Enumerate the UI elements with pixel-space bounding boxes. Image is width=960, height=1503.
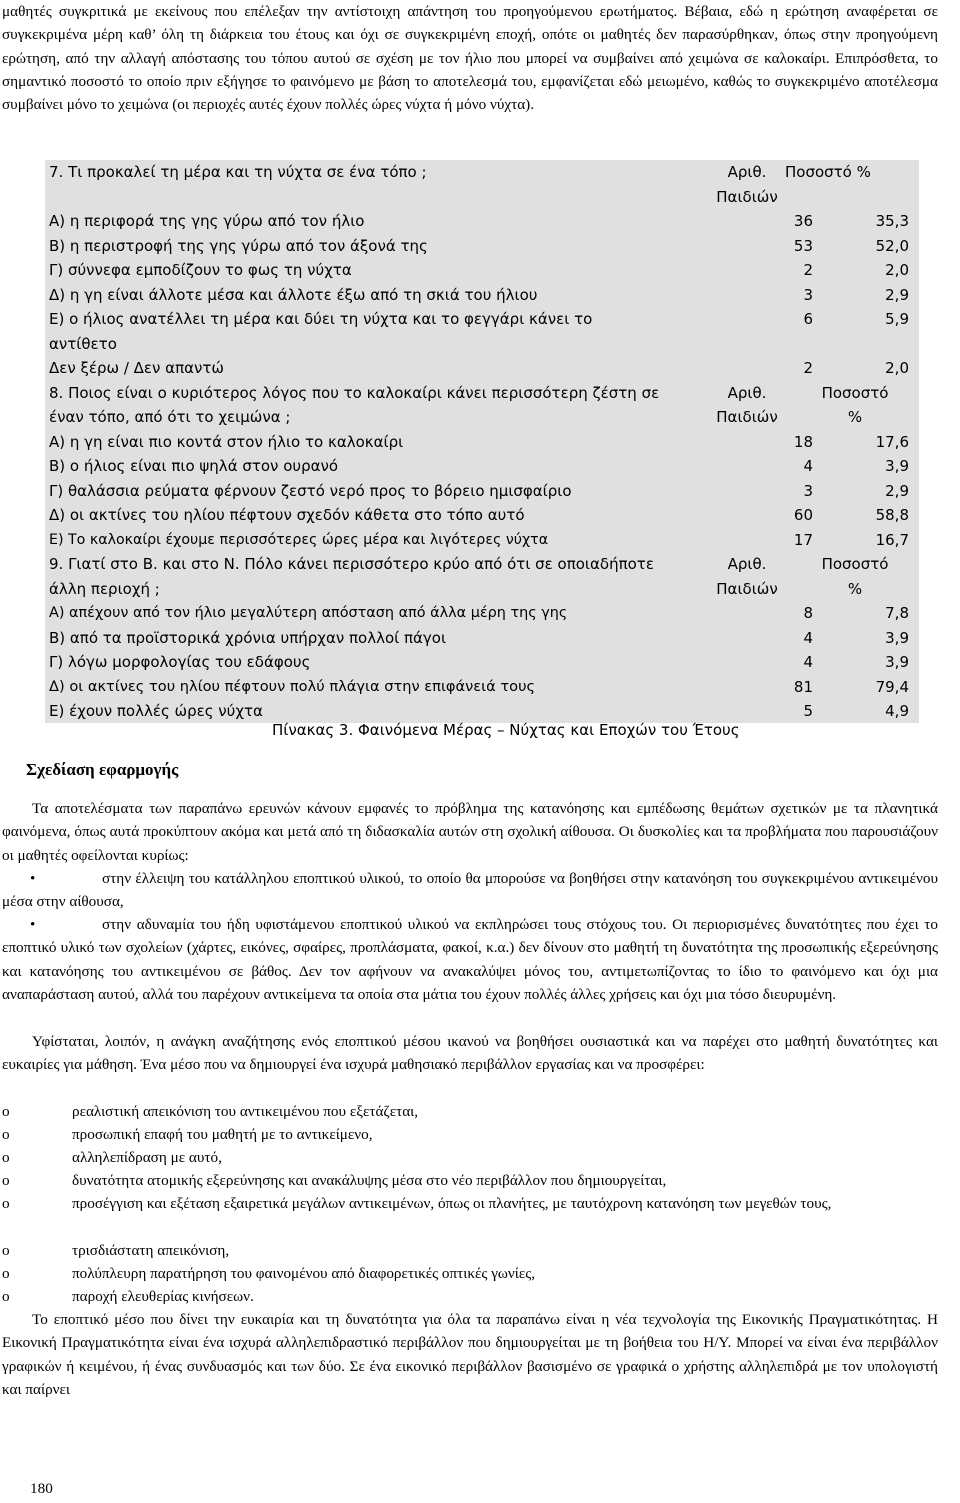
- row-children: 6: [803, 310, 813, 328]
- table-row: [45, 356, 919, 381]
- table-row: [45, 283, 919, 308]
- col-children-header: Αριθ. Παιδιών: [716, 163, 778, 206]
- col-children-header: Αριθ. Παιδιών: [716, 555, 778, 598]
- col-percent-header: Ποσοστό %: [821, 383, 889, 426]
- list-text: δυνατότητα ατομικής εξερεύνησης και ανακάλυψης μέσα στο νέο περιβάλλον που δημιουργείται,: [72, 1172, 667, 1189]
- row-text: Δ) η γη είναι άλλοτε μέσα και άλλοτε έξω από τη σκιά του ήλιου: [49, 285, 538, 304]
- row-percent: 58,8: [875, 506, 909, 524]
- row-percent: 79,4: [875, 677, 909, 696]
- table-row: [45, 675, 919, 700]
- list-marker: o: [2, 1288, 10, 1305]
- row-children: 2: [803, 261, 813, 279]
- row-text: Β) ο ήλιος είναι πιο ψηλά στον ουρανό: [49, 457, 339, 475]
- list-item: [2, 1169, 938, 1192]
- list-item: [2, 1285, 938, 1308]
- table-row: [45, 503, 919, 528]
- paragraph: Το εποπτικό μέσο που δίνει την ευκαιρία και τη δυνατότητα για όλα τα παραπάνω είναι η νέα τεχνολογία της Εικονικής Πραγματικότητας. Η Εικονική Πραγματικότητα είναι ένα ισχυρά αλληλεπιδραστικό περιβάλλον που δημιουργείται με τη βοήθεια του Η/Υ. Μπορεί να είναι ένα περιβάλλον γραφικών ή κειμένου, ή ένας συνδυασμός και των δύο. Σε ένα εικονικό περιβάλλον βασισμένο σε γραφικά ο χρήστης αλληλεπιδρά με τον υπολογιστή και παίρνει: [2, 1311, 938, 1398]
- row-children: 18: [793, 432, 813, 451]
- table-row: [45, 650, 919, 675]
- bullet-marker: •: [30, 870, 36, 887]
- row-children: 2: [803, 359, 813, 377]
- row-children: 3: [803, 481, 813, 500]
- table-row: [45, 234, 919, 259]
- intro-paragraph: μαθητές συγκριτικά με εκείνους που επέλεξαν την αντίστοιχη απάντηση του προηγούμενου ερωτήματος. Βέβαια, εδώ η ερώτηση αναφέρεται σε συγκεκριμένα μέρη καθ’ όλη τη διάρκεια του έτους και όχι σε συγκεκριμένη εποχή, οπότε οι μαθητές δεν παρασύρθηκαν, όπως στην προηγούμενη ερώτηση, από την αλλαγή απόστασης του τόπου αυτού σε σχέση με τον ήλιο που μπορεί να συμβαίνει από χειμώνα σε καλοκαίρι. Επιπρόσθετα, το σημαντικό ποσοστό το οποίο πριν εξήγησε το φαινόμενο με βάση το αποτελεσμά του, εμφανίζεται εδώ μειωμένο, καθώς το συγκεκριμένο αποτέλεσμα συμβαίνει μόνο το χειμώνα (οι περιοχές αυτές έχουν πολλές ώρες νύχτα ή μόνο νύχτα).: [2, 3, 938, 114]
- bullet-marker: •: [30, 916, 36, 933]
- row-children: 17: [793, 530, 813, 549]
- row-children: 53: [793, 236, 813, 255]
- list-item: [2, 1146, 938, 1169]
- row-text: Γ) σύννεφα εμποδίζουν το φως τη νύχτα: [49, 261, 352, 279]
- paragraph: Τα αποτελέσματα των παραπάνω ερευνών κάνουν εμφανές το πρόβλημα της κατανόησης και εμπέδωσης θεμάτων σχετικών με τα πλανητικά φαινόμενα, όπως αυτά προκύπτουν ακόμα και μετά από τη διδασκαλία αυτών στη σχολική αίθουσα. Οι δυσκολίες και τα προβλήματα που παρουσιάζουν οι μαθητές οφείλονται κυρίως:: [2, 800, 938, 864]
- bullet-item: [2, 867, 938, 914]
- row-percent: 2,9: [885, 481, 909, 500]
- table-row: [45, 528, 919, 553]
- table-row: [45, 454, 919, 479]
- list-text: αλληλεπίδραση με αυτό,: [72, 1149, 222, 1166]
- row-text: Β) από τα προϊστορικά χρόνια υπήρχαν πολλοί πάγοι: [49, 628, 447, 647]
- row-children: 4: [803, 653, 813, 671]
- row-children: 4: [803, 628, 813, 647]
- list-text: προσωπική επαφή του μαθητή με το αντικείμενο,: [72, 1126, 373, 1143]
- list-marker: o: [2, 1126, 10, 1143]
- paragraph: Υφίσταται, λοιπόν, η ανάγκη αναζήτησης ενός εποπτικού μέσου ικανού να βοηθήσει ουσιαστικά και να παρέχει στο μαθητή δυνατότητες και ευκαιρίες για μάθηση. Ένα μέσο που να δημιουργεί ένα ισχυρά μαθησιακό περιβάλλον εργασίας και να προσφέρει:: [2, 1033, 938, 1074]
- table-row: [45, 601, 919, 626]
- table-caption: Πίνακας 3. Φαινόμενα Μέρας – Νύχτας και Εποχών του Έτους: [272, 721, 740, 739]
- table-row: [45, 258, 919, 283]
- row-children: 5: [803, 702, 813, 720]
- question-text: 7. Τι προκαλεί τη μέρα και τη νύχτα σε ένα τόπο ;: [49, 163, 427, 181]
- row-text: Ε) ο ήλιος ανατέλλει τη μέρα και δύει τη νύχτα και το φεγγάρι κάνει το αντίθετο: [49, 310, 593, 353]
- list-marker: o: [2, 1172, 10, 1189]
- row-percent: 2,0: [885, 261, 909, 279]
- list-item: [2, 1123, 938, 1146]
- list-item: [2, 1262, 938, 1285]
- list-marker: o: [2, 1242, 10, 1259]
- col-children-header: Αριθ. Παιδιών: [716, 383, 778, 426]
- question-text: 8. Ποιος είναι ο κυριότερος λόγος που το καλοκαίρι κάνει περισσότερη ζέστη σε έναν τόπο, από ότι το χειμώνα ;: [49, 383, 660, 426]
- bullet-text: στην έλλειψη του κατάλληλου εποπτικού υλικού, το οποίο θα μπορούσε να βοηθήσει στην κατανόηση του συγκεκριμένου αντικειμένου μέσα στην αίθουσα,: [2, 870, 938, 911]
- row-percent: 3,9: [885, 457, 909, 475]
- row-text: Α) η περιφορά της γης γύρω από τον ήλιο: [49, 212, 365, 230]
- table-question-header: [45, 552, 919, 601]
- row-percent: 35,3: [875, 212, 909, 230]
- row-text: Α) η γη είναι πιο κοντά στον ήλιο το καλοκαίρι: [49, 432, 404, 451]
- row-text: Δ) οι ακτίνες του ηλίου πέφτουν πολύ πλάγια στην επιφάνειά τους: [49, 677, 536, 695]
- bullet-text: στην αδυναμία του ήδη υφιστάμενου εποπτικού υλικού να εκπληρώσει τους στόχους του. Οι περιορισμένες δυνατότητες που έχει το εποπτικό υλικό των σχολείων (χάρτες, εικόνες, σφαίρες, προπλάσματα, φακοί, κ.α.) δεν δίνουν στο μαθητή τη δυνατότητα της προσωπικής εξερεύνησης και κατανόησης του αντικειμένου σε βάθος. Δεν τον αφήνουν να ανακαλύψει μόνος του, αντιμετωπίζοντας το ίδιο το φαινόμενο και όχι μια αναπαράσταση αυτού, αλλά του παρέχουν αντικείμενα τα οποία στα μάτια του έχουν πολλές άλλες χρήσεις και όχι μια τόσο διευρυμένη.: [2, 916, 938, 1003]
- page-number: 180: [30, 1480, 53, 1497]
- row-children: 3: [803, 285, 813, 304]
- list-text: πολύπλευρη παρατήρηση του φαινομένου από διαφορετικές οπτικές γωνίες,: [72, 1265, 536, 1282]
- list-marker: o: [2, 1265, 10, 1282]
- table-row: [45, 209, 919, 234]
- row-percent: 17,6: [875, 432, 909, 451]
- col-percent-header: Ποσοστό %: [821, 555, 889, 598]
- row-percent: 3,9: [885, 653, 909, 671]
- question-text: 9. Γιατί στο Β. και στο Ν. Πόλο κάνει περισσότερο κρύο από ότι σε οποιαδήποτε άλλη περιοχή ;: [49, 555, 654, 598]
- row-text: Α) απέχουν από τον ήλιο μεγαλύτερη απόσταση από άλλα μέρη της γης: [49, 605, 568, 621]
- row-text: Ε) Το καλοκαίρι έχουμε περισσότερες ώρες μέρα και λιγότερες νύχτα: [49, 531, 549, 548]
- row-children: 8: [803, 604, 813, 622]
- row-percent: 5,9: [885, 310, 909, 328]
- list-text: παροχή ελευθερίας κινήσεων.: [72, 1288, 254, 1305]
- row-children: 60: [793, 506, 813, 524]
- table-row: [45, 699, 919, 724]
- list-item: [2, 1192, 938, 1215]
- col-percent-header: Ποσοστό %: [785, 163, 871, 181]
- row-children: 4: [803, 457, 813, 475]
- bullet-item: [2, 913, 938, 1006]
- list-item: [2, 1239, 938, 1262]
- row-percent: 3,9: [885, 628, 909, 647]
- list-marker: o: [2, 1149, 10, 1166]
- row-text: Γ) λόγω μορφολογίας του εδάφους: [49, 653, 311, 671]
- row-percent: 4,9: [885, 702, 909, 720]
- list-marker: o: [2, 1195, 10, 1212]
- list-marker: o: [2, 1103, 10, 1120]
- row-percent: 2,9: [885, 285, 909, 304]
- results-table: [45, 160, 919, 723]
- table-row: [45, 479, 919, 504]
- list-text: προσέγγιση και εξέταση εξαιρετικά μεγάλων αντικειμένων, όπως οι πλανήτες, με ταυτόχρονη κατανόηση των μεγεθών τους,: [72, 1195, 832, 1212]
- table-row: [45, 307, 919, 356]
- list-text: ρεαλιστική απεικόνιση του αντικειμένου που εξετάζεται,: [72, 1103, 419, 1120]
- row-text: Δ) οι ακτίνες του ηλίου πέφτουν σχεδόν κάθετα στο τόπο αυτό: [49, 506, 525, 524]
- row-percent: 7,8: [885, 604, 909, 622]
- table-question-header: [45, 381, 919, 430]
- row-text: Ε) έχουν πολλές ώρες νύχτα: [49, 702, 263, 720]
- row-text: Β) η περιστροφή της γης γύρω από τον άξονά της: [49, 236, 428, 255]
- list-text: τρισδιάστατη απεικόνιση,: [72, 1242, 230, 1259]
- list-item: [2, 1100, 938, 1123]
- row-percent: 52,0: [875, 236, 909, 255]
- table-row: [45, 626, 919, 651]
- row-percent: 2,0: [885, 359, 909, 377]
- row-children: 36: [793, 212, 813, 230]
- row-children: 81: [793, 677, 813, 696]
- table-row: [45, 430, 919, 455]
- table-question-header: [45, 160, 919, 209]
- section-heading: Σχεδίαση εφαρμογής: [26, 760, 179, 779]
- row-percent: 16,7: [875, 530, 909, 549]
- row-text: Γ) θαλάσσια ρεύματα φέρνουν ζεστό νερό προς το βόρειο ημισφαίριο: [49, 481, 572, 500]
- row-text: Δεν ξέρω / Δεν απαντώ: [49, 359, 224, 377]
